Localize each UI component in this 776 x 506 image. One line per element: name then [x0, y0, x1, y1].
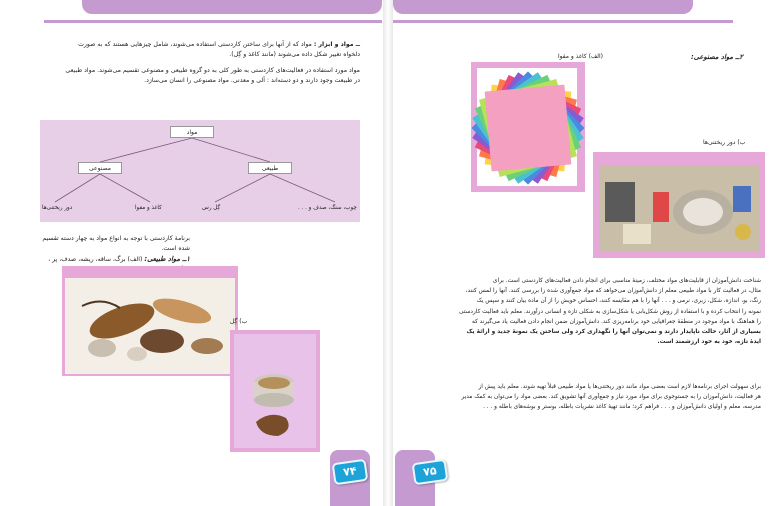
classify-text: مواد مورد استفاده در فعالیت‌های کاردستی به طور کلی به دو گروه طبیعی و مصنوعی تقسیم می‌شوند. مواد طبیعی: [65, 67, 360, 74]
paragraph-line: مثال، در فعالیت کار با مواد طبیعی معلم از دانش‌آموزان می‌خواهد که مواد جمع‌آوری شده را بررسی کنند. آنها را لمس کنند،: [465, 288, 761, 295]
paragraph-line: مدرسه، معلم و اولیای دانش‌آموزان و . . . فراهم کرد؛ مانند تهیهٔ کاغذ نشریات باطله، بوستر و بوشه‌های باطله و . . .: [483, 404, 761, 411]
paragraph-line: شناخت دانش‌آموزان از قابلیت‌های مواد مختلف، زمینهٔ مناسبی برای انجام دادن فعالیت‌های کاردستی است. برای: [492, 278, 761, 284]
caption-paper: (الف) کاغذ و مقوا: [558, 53, 603, 60]
paragraph-emphasis: ایدهٔ تازه، خود به خود ارزشمند است.: [657, 339, 761, 346]
paragraph-line: برای سهولت اجرای برنامه‌ها لازم است بعضی مواد مانند دور ریختنی‌ها یا مواد طبیعی قبلاً تهیه شوند. معلم باید پیش از: [478, 384, 761, 390]
diagram-root: مواد: [170, 126, 214, 138]
natural-materials-illustration: [62, 266, 238, 376]
body-paragraph-2: [405, 382, 761, 413]
diagram-leaf-paper: کاغذ و مقوا: [135, 205, 162, 211]
paragraph-line: رنگ، بو، اندازه، شکل، زبری، نرمی و . . . آنها را با هم مقایسه کنند، احساس خویش را از آن ماده بیان کنند و سپس یک: [476, 298, 761, 305]
paragraph-line: را هماهنگ با مواد موجود در منطقهٔ جغرافیایی خود برنامه‌ریزی کند. دانش‌آموزان ضمن انجام دادن فعالیت یاد می‌گیرند که: [471, 318, 761, 325]
intro-text: مواد که از آنها برای ساختن کاردستی استفاده می‌شوند، شامل چیزهایی هستند که به صورت: [78, 41, 314, 48]
diagram-leaf-waste: دور ریختنی‌ها: [42, 205, 73, 211]
caption-waste: ب) دور ریختنی‌ها: [703, 139, 746, 146]
body-paragraph-1: [405, 276, 761, 347]
waste-materials-photo: [593, 152, 765, 258]
top-decor-line: [393, 20, 733, 23]
caption-clay: ب) گِل: [230, 318, 248, 325]
natural-heading: ۱ــ مواد طبیعی:: [144, 255, 190, 263]
left-page: [0, 0, 383, 506]
right-page: [393, 0, 776, 506]
paragraph-line: هر فعالیت، دانش‌آموزان را به جستوجوی برای مواد مورد نیاز و جمع‌آوری آنها تشویق کند. بعضی مواد را می‌توان به کمک مدیر: [461, 394, 761, 401]
diagram-natural: طبیعی: [248, 162, 292, 174]
top-decor-bar: [82, 0, 382, 14]
intro-heading: ــ مواد و ابزار :: [313, 41, 360, 48]
intro-text-line2: دلخواه تغییر شکل داده می‌شوند (مانند کاغذ و گِل).: [229, 51, 360, 58]
diagram-artificial: مصنوعی: [78, 162, 122, 174]
natural-materials-photo: [62, 266, 238, 376]
top-decor-bar: [393, 0, 693, 14]
diagram-leaf-clay: گِل رس: [202, 205, 221, 211]
paragraph-emphasis: بسیاری از آثار، حالت ناپایدار دارند و نمی‌توان آنها را نگهداری کرد ولی ساختن یک نمونهٔ جدید و ارائهٔ یک: [466, 329, 761, 336]
clay-illustration: [230, 330, 320, 452]
diagram-leaf-wood-stone: چوب، سنگ، صدف و . . .: [298, 205, 357, 211]
page-number-left: ۷۴: [332, 459, 369, 486]
classify-text-line2: در طبیعت وجود دارند و دو دسته‌اند : آلی و معدنی. مواد مصنوعی را انسان می‌سازد.: [144, 77, 360, 84]
page-number-right: ۷۵: [412, 459, 449, 486]
paper-photo: [471, 62, 585, 192]
paragraph-line: نمونه را انتخاب کرده و با استفاده از روش شکل‌یابی یا شکل‌سازی به شکلی تازه و انسانی درآورند. معلم باید فعالیت کاردستی: [458, 308, 761, 315]
waste-materials-illustration: [593, 152, 765, 258]
top-decor-line: [44, 20, 382, 23]
artificial-heading: ۲ــ مواد مصنوعی:: [691, 53, 743, 61]
colored-paper-illustration: [471, 62, 585, 192]
natural-items: (الف) برگ، ساقه، ریشه، صدف، پر ،: [48, 256, 143, 263]
book-spine: [383, 0, 393, 506]
materials-diagram: [40, 120, 360, 222]
intro-paragraph: [40, 40, 360, 86]
clay-photo: [230, 330, 320, 452]
program-line: برنامهٔ کاردستی با توجه به انواع مواد به چهار دسته تقسیم شده است.: [42, 235, 190, 252]
